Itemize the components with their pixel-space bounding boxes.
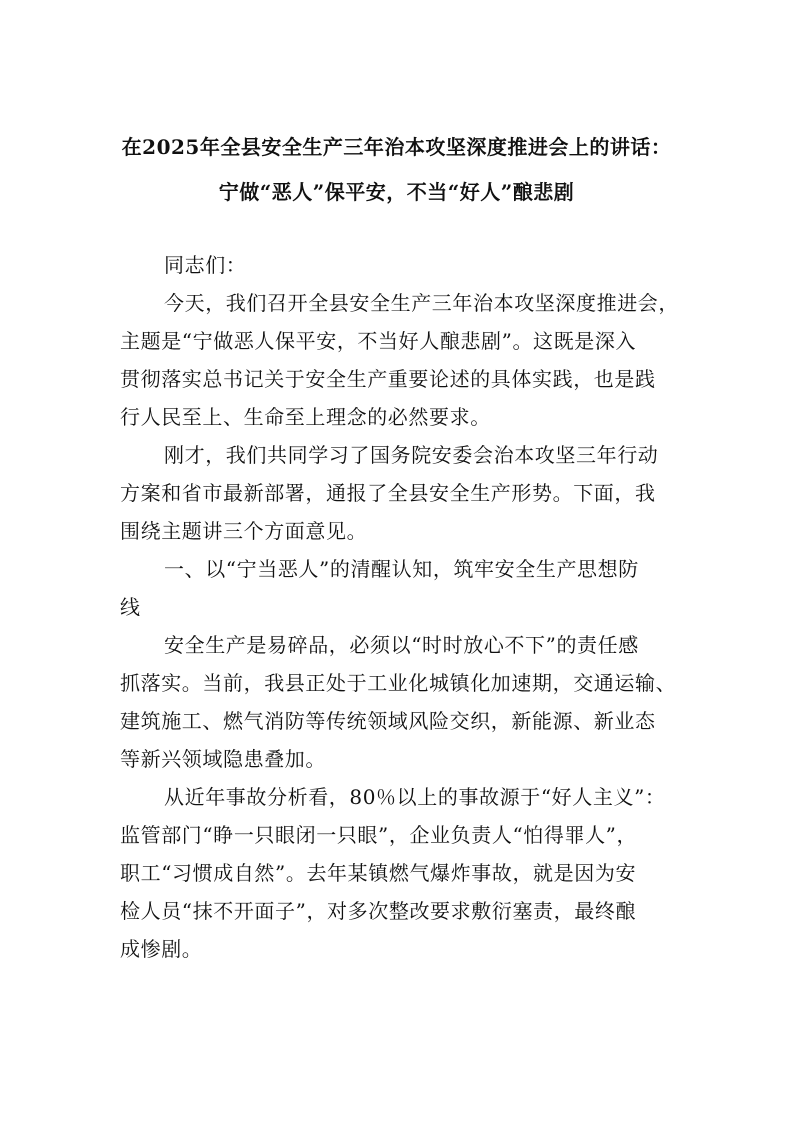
paragraph-1-line-4: 行人民至上、生命至上理念的必然要求。	[120, 405, 491, 429]
salutation: 同志们：	[164, 253, 247, 277]
paragraph-2-line-1: 刚才，我们共同学习了国务院安委会治本攻坚三年行动	[164, 443, 659, 467]
paragraph-4-line-2: 监管部门“睁一只眼闭一只眼”，企业负责人“怕得罪人”，	[120, 823, 638, 847]
paragraph-1-line-1: 今天，我们召开全县安全生产三年治本攻坚深度推进会，	[164, 291, 679, 315]
section-heading-line-1: 一、以“宁当恶人”的清醒认知，筑牢安全生产思想防	[164, 557, 639, 581]
paragraph-2-line-2: 方案和省市最新部署，通报了全县安全生产形势。下面，我	[120, 481, 656, 505]
document-title-line-2: 宁做“恶人”保平安，不当“好人”酿悲剧	[218, 180, 575, 204]
section-heading-line-2: 线	[120, 595, 141, 619]
paragraph-3-line-3: 建筑施工、燃气消防等传统领域风险交织，新能源、新业态	[120, 709, 656, 733]
paragraph-4-line-5: 成惨剧。	[120, 937, 203, 961]
paragraph-3-line-4: 等新兴领域隐患叠加。	[120, 747, 326, 771]
document-title-line-1: 在2025年全县安全生产三年治本攻坚深度推进会上的讲话：	[121, 135, 672, 159]
paragraph-4-line-1: 从近年事故分析看，80％以上的事故源于“好人主义”：	[164, 785, 666, 809]
paragraph-4-line-4: 检人员“抹不开面子”，对多次整改要求敷衍塞责，最终酿	[120, 899, 637, 923]
paragraph-1-line-3: 贯彻落实总书记关于安全生产重要论述的具体实践，也是践	[120, 367, 656, 391]
paragraph-3-line-1: 安全生产是易碎品，必须以“时时放心不下”的责任感	[164, 633, 639, 657]
paragraph-2-line-3: 围绕主题讲三个方面意见。	[120, 519, 368, 543]
paragraph-1-line-2: 主题是“宁做恶人保平安，不当好人酿悲剧”。这既是深入	[120, 329, 637, 353]
paragraph-3-line-2: 抓落实。当前，我县正处于工业化城镇化加速期，交通运输、	[120, 671, 677, 695]
paragraph-4-line-3: 职工“习惯成自然”。去年某镇燃气爆炸事故，就是因为安	[120, 861, 637, 885]
